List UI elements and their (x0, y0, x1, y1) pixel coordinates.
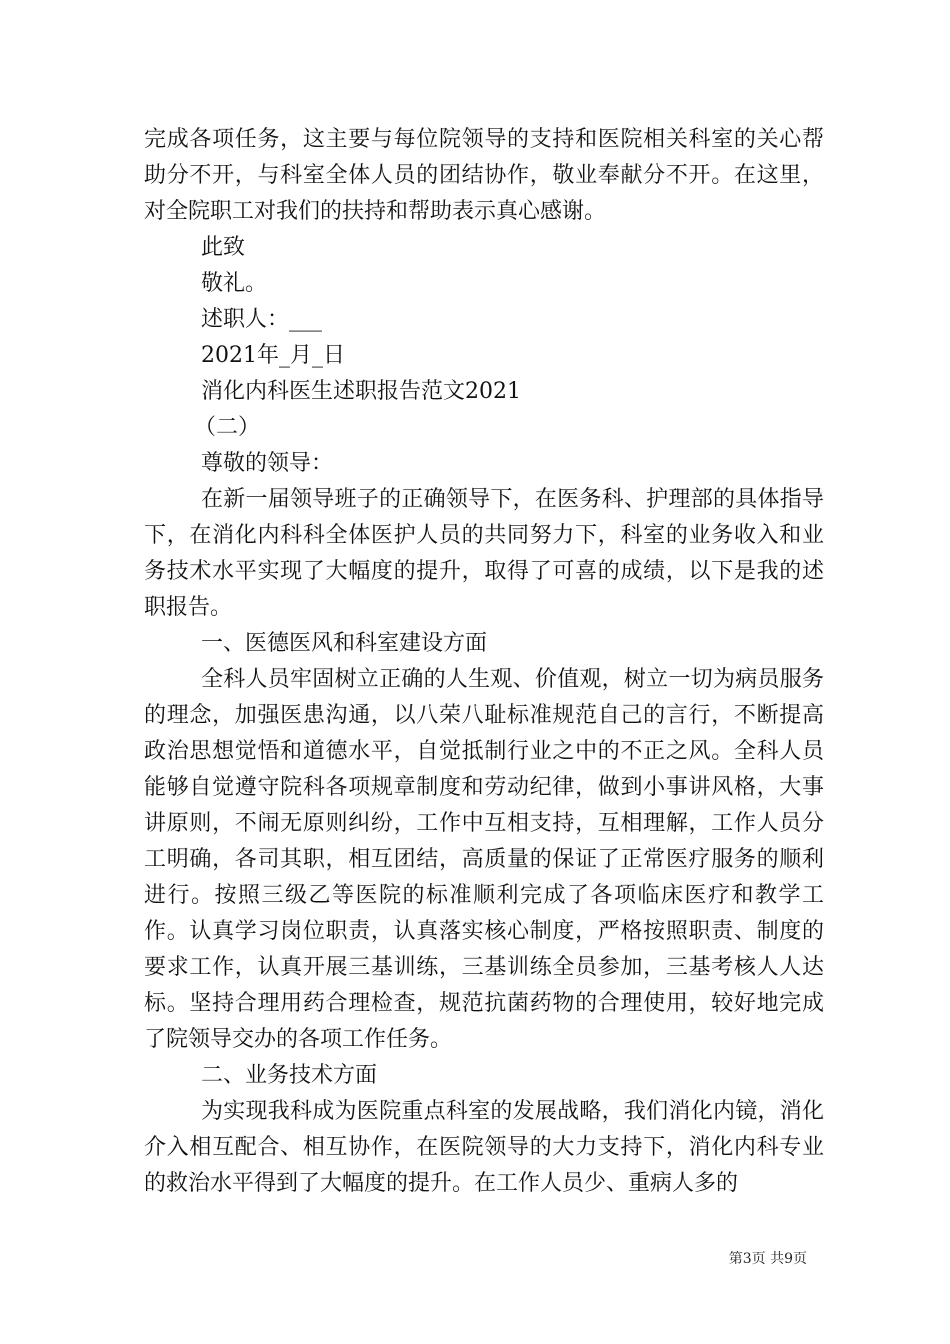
page-number-footer: 第3页 共9页 (728, 1251, 807, 1267)
section-number: （二） (194, 415, 261, 440)
salutation-cizhi: 此致 (201, 235, 246, 260)
greeting: 尊敬的领导： (201, 451, 334, 476)
document-body (144, 122, 824, 1202)
section-title: 消化内科医生述职报告范文2021 (201, 379, 521, 404)
date-line: 2021年_月_日 (201, 343, 345, 368)
paragraph: 在新一届领导班子的正确领导下，在医务科、护理部的具体指导下，在消化内科科全体医护人员的共同努力下，科室的业务收入和业务技术水平实现了大幅度的提升，取得了可喜的成绩，以下是我的述职报告。 (144, 487, 824, 620)
paragraph: 为实现我科成为医院重点科室的发展战略，我们消化内镜，消化介入相互配合、相互协作，在医院领导的大力支持下，消化内科专业的救治水平得到了大幅度的提升。在工作人员少、重病人多的 (144, 1099, 824, 1196)
signature-line: 述职人：___ (201, 307, 323, 332)
paragraph: 全科人员牢固树立正确的人生观、价值观，树立一切为病员服务的理念，加强医患沟通，以八荣八耻标准规范自己的言行，不断提高政治思想觉悟和道德水平，自觉抵制行业之中的不正之风。全科人员能够自觉遵守院科各项规章制度和劳动纪律，做到小事讲风格，大事讲原则，不闹无原则纠纷，工作中互相支持，互相理解，工作人员分工明确，各司其职，相互团结，高质量的保证了正常医疗服务的顺利进行。按照三级乙等医院的标准顺利完成了各项临床医疗和教学工作。认真学习岗位职责，认真落实核心制度，严格按照职责、制度的要求工作，认真开展三基训练，三基训练全员参加，三基考核人人达标。坚持合理用药合理检查，规范抗菌药物的合理使用，较好地完成了院领导交办的各项工作任务。 (144, 667, 824, 1052)
paragraph: 完成各项任务，这主要与每位院领导的支持和医院相关科室的关心帮助分不开，与科室全体人员的团结协作，敬业奉献分不开。在这里，对全院职工对我们的扶持和帮助表示真心感谢。 (144, 127, 824, 224)
salutation-jingli: 敬礼。 (201, 271, 268, 296)
heading-medical-ethics: 一、医德医风和科室建设方面 (201, 631, 488, 656)
heading-technical: 二、业务技术方面 (201, 1063, 378, 1088)
